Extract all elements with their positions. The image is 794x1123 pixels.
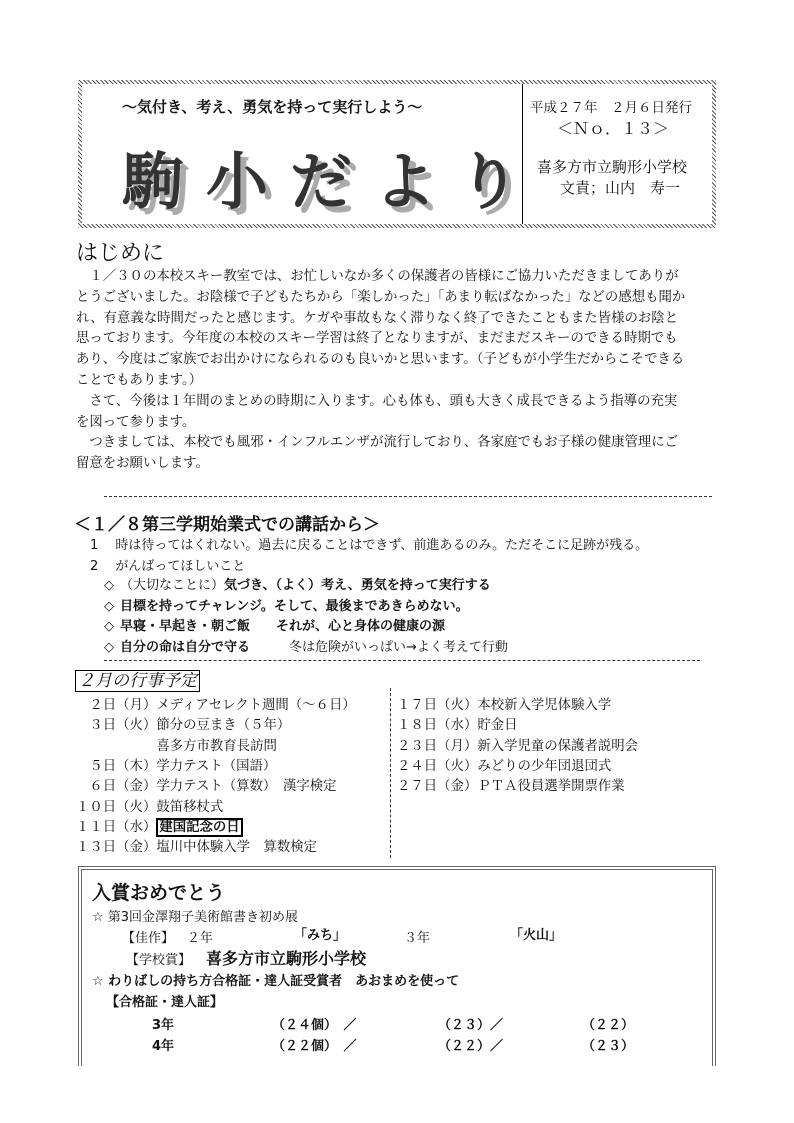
event-item [76,816,243,835]
divider [104,496,712,497]
event-item [76,836,317,855]
speech-bullet [104,615,445,634]
event-date: １１日（水） [76,819,157,835]
events-heading: ２月の行事予定 [75,670,200,692]
events-column-divider [390,688,391,858]
author: 文責；山内 寿一 [560,179,681,197]
school-prize-label: 【学校賞】 [126,953,192,968]
event-item [76,755,276,774]
event-item [76,796,223,815]
event-text: みどりの少年団退団式 [477,758,612,774]
bullet-bold: 目標を持ってチャレンジ。そして、最後まであきらめない。 [120,598,469,614]
divider [104,660,700,661]
event-item [397,735,638,754]
award-count-a: （２２個） ／ [272,1039,357,1054]
bullet-post: 冬は危険がいっぱい→よく考えて行動 [250,639,508,655]
event-text: 学力テスト（国語） [156,758,277,774]
prize-label: 【佳作】 [122,931,175,946]
event-item [76,775,337,794]
event-text: 節分の豆まき（５年） [156,718,291,734]
intro-line: を図って参ります。 [76,414,196,430]
award-count-b: （２２）／ [438,1039,504,1054]
event-text: 喜多方市教育長訪問 [156,738,277,754]
work-2: 「みち」 [294,928,347,943]
speech-item-2: 2 がんばってほしいこと [90,559,246,574]
masthead [78,80,716,228]
event-date: ３日（火） [76,718,157,734]
bullet-mark: ◇ [104,598,114,614]
event-date: ２４日（火） [397,758,478,774]
bullet-mark: ◇ [104,619,114,634]
awards-heading: 入賞おめでとう [92,882,226,904]
event-date: ２７日（金） [397,779,478,795]
event-date: １０日（火） [76,799,157,815]
award-grade: 4年 [152,1039,175,1054]
award-count-a: （２４個） ／ [272,1018,357,1033]
intro-line: つきましては、本校でも風邪・インフルエンザが流行しており、各家庭でもお子様の健康管理にご [76,435,679,451]
bullet-mark: ◇ [104,578,114,593]
school-prize: 喜多方市立駒形小学校 [206,949,367,968]
event-date [76,739,156,754]
event-item [76,694,356,713]
event-item [397,714,518,733]
event-date: ６日（金） [76,779,157,795]
chopsticks-award: ☆ わりばしの持ち方合格証・達人証受賞者 あおまめを使って [92,974,460,989]
event-date: １８日（水） [397,718,478,734]
award-count-b: （２３）／ [438,1018,504,1033]
event-text: 建国記念の日 [156,818,242,837]
event-text: 塩川中体験入学 算数検定 [156,840,318,856]
event-date: １７日（火） [397,698,478,713]
event-item [397,694,611,713]
grade-3: ３年 [404,931,431,946]
bullet-bold: 早寝・早起き・朝ご飯 それが、心と身体の健康の源 [120,619,446,634]
event-text: メディアセレクト週間（～６日） [156,698,356,713]
award-count-c: （２２） [582,1018,635,1033]
event-date: ２日（月） [76,698,157,713]
contest-name: ☆ 第3回金澤翔子美術館書き初め展 [92,910,299,925]
event-text: 鼓笛移杖式 [156,799,224,815]
speech-item-1: 1 時は待ってはくれない。過去に戻ることはできず、前進あるのみ。ただそこに足跡が残る。 [90,538,649,553]
event-item [76,714,290,733]
intro-line: ことでもあります。） [76,373,203,388]
event-text: 本校新入学児体験入学 [477,698,612,713]
event-date: ５日（木） [76,758,157,774]
event-text: 学力テスト（算数） 漢字検定 [156,779,337,795]
intro-line: れ、有意義な時間だったと感じます。ケガや事故もなく滞りなく終了できたこともまた皆様のお陰と [76,310,679,326]
intro-line: とうございました。お陰様で子どもたちから「楽しかった」「あまり転ばなかった」などの感想も聞か [76,289,686,305]
speech-bullet [104,636,508,655]
bullet-pre: （大切なことに） [120,578,225,593]
event-item [397,755,611,774]
event-text: ＰＴＡ役員選挙開票作業 [477,779,625,795]
intro-line: 思っております。今年度の本校のスキー学習は終了となりますが、まだまだスキーのできる時期でも [76,331,678,347]
award-count-c: （２３） [582,1039,635,1054]
intro-heading: はじめに [76,241,165,266]
bullet-bold: 自分の命は自分で守る [120,639,251,655]
newsletter-title: 駒小だより [122,145,543,218]
bullet-bold: 気づき、（よく）考え、勇気を持って実行する [224,578,491,593]
event-item [397,775,625,794]
cert-label: 【合格証・達人証】 [106,995,224,1010]
school-name: 喜多方市立駒形小学校 [537,158,688,176]
speech-bullet [104,595,469,614]
grade-2: ２年 [187,931,214,946]
intro-line: あり、今度はご家族でお出かけになられるのも良いかと思います。（子どもが小学生だからこそできる [76,352,685,368]
event-text: 貯金日 [477,718,518,734]
intro-line: １／３０の本校スキー教室では、お忙しいなか多くの保護者の皆様にご協力いただきましてありが [76,269,679,284]
motto: ～気付き、考え、勇気を持って実行しよう～ [122,98,423,116]
issue-number: ＜Ｎｏ．１３＞ [557,119,670,138]
speech-heading: ＜１／８第三学期始業式での講話から＞ [74,515,380,535]
issue-date: 平成２７年 ２月６日発行 [530,100,692,116]
intro-line: 留意をお願いします。 [76,456,209,472]
intro-line: さて、今後は１年間のまとめの時期に入ります。心も体も、頭も大きく成長できるよう指導の充実 [76,393,678,409]
work-3: 「火山」 [510,928,563,943]
event-date: １３日（金） [76,840,157,856]
event-item [76,735,277,754]
event-date: ２３日（月） [397,738,478,754]
bullet-mark: ◇ [104,639,114,655]
speech-bullet [104,574,491,593]
event-text: 新入学児童の保護者説明会 [477,738,639,754]
awards-box [78,866,716,1066]
award-grade: 3年 [152,1018,175,1033]
